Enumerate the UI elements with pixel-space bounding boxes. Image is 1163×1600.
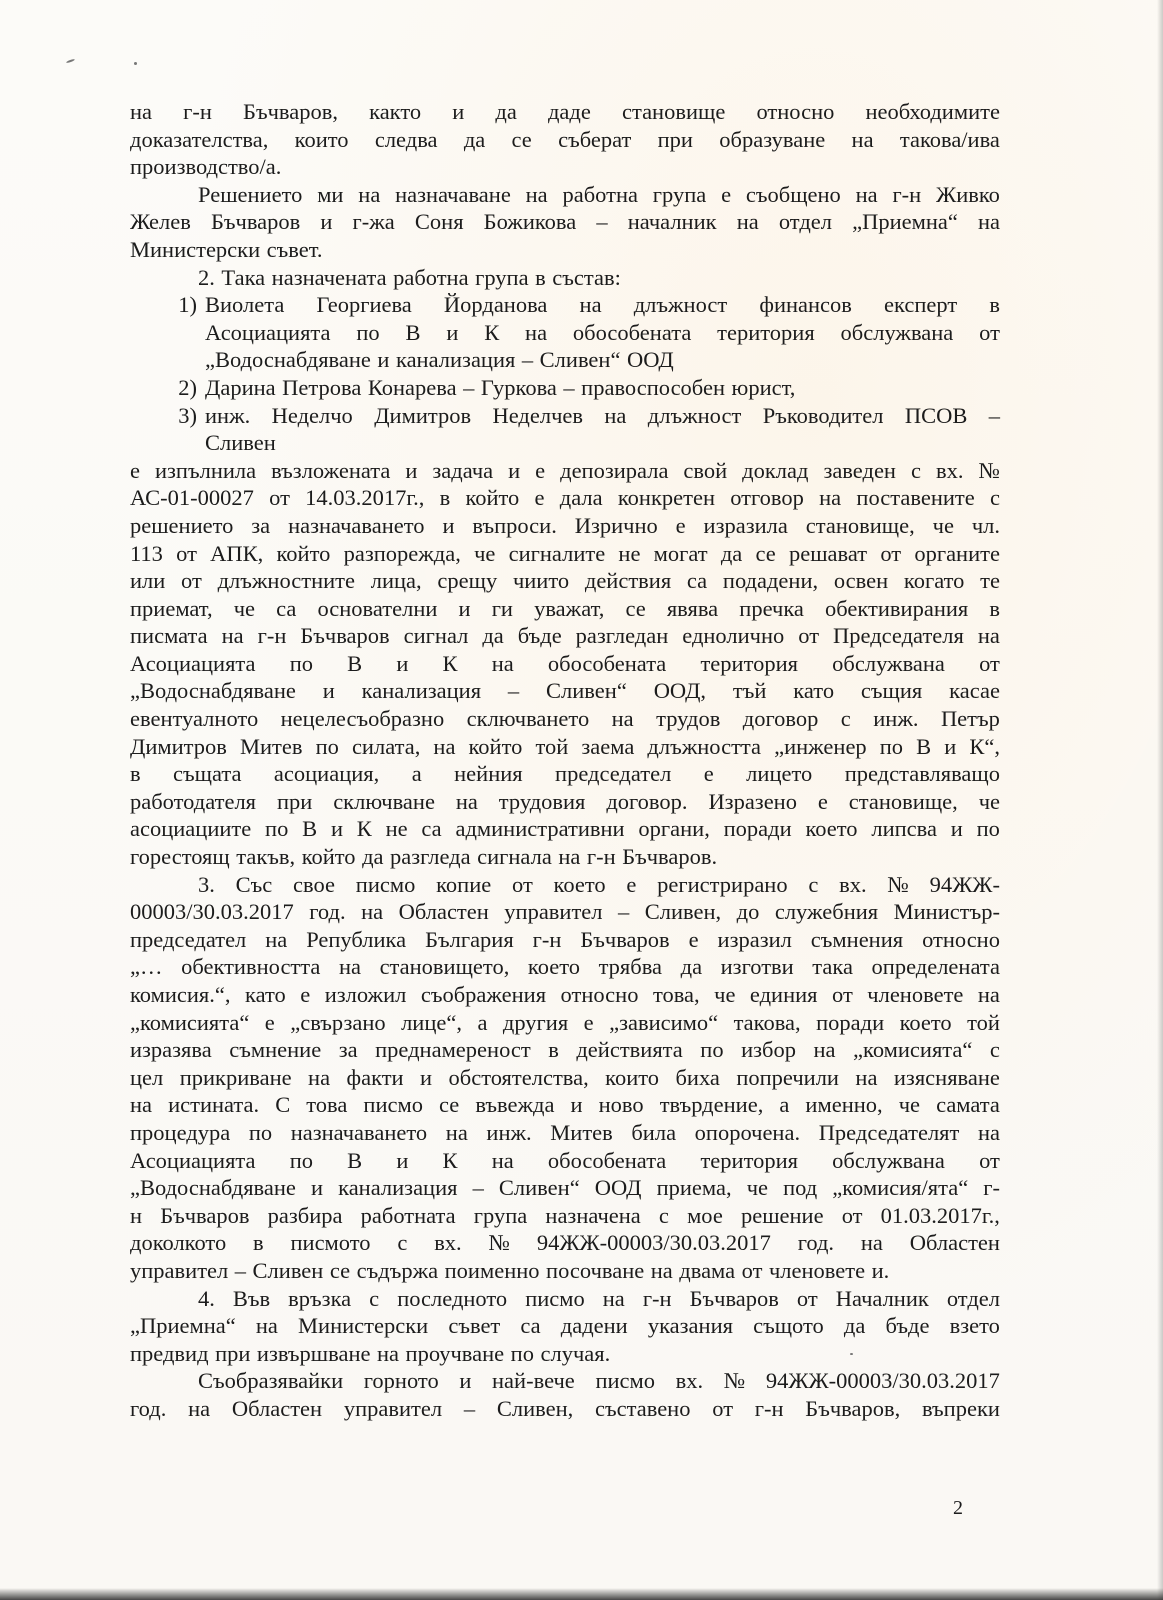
- text-line: Асоциацията по В и К на обособената територия обслужвана от: [130, 1147, 1000, 1173]
- text-line: председател на Република България г-н Бъчваров е изразил съмнения относно: [130, 926, 1000, 952]
- text-line: е изпълнила възложената и задача и е депозирала свой доклад заведен с вх. №: [130, 457, 1000, 483]
- text-line: асоциациите по В и К не са административни органи, поради което липсва и по: [130, 816, 1000, 842]
- text-line: АС-01-00027 от 14.03.2017г., в който е дала конкретен отговор на поставените с: [130, 485, 1000, 511]
- text-line: 113 от АПК, който разпорежда, че сигналите не могат да се решават от органите: [130, 540, 1000, 566]
- text-line: приемат, че са основателни и ги уважат, се явява пречка обективирания в: [130, 595, 1000, 621]
- text-line: Димитров Митев по силата, на който той заема длъжността „инженер по В и К“,: [130, 733, 1000, 759]
- text-line: Асоциацията по В и К на обособената територия обслужвана от: [205, 319, 1000, 345]
- text-line: на истината. С това писмо се въвежда и ново твърдение, а именно, че самата: [130, 1092, 1000, 1118]
- text-line: „Водоснабдяване и канализация – Сливен“ ООД приема, че под „комисия/ята“ г-: [130, 1175, 1000, 1201]
- text-line: „Водоснабдяване и канализация – Сливен“ ООД: [205, 347, 674, 373]
- list-item: [130, 374, 1000, 402]
- text-line: доказателства, които следва да се съберат при образуване на такова/ива: [130, 126, 1000, 152]
- scan-edge-bottom: [0, 1588, 1163, 1600]
- text-line: „Приемна“ на Министерски съвет са дадени указания същото да бъде взето: [130, 1313, 1000, 1339]
- document-body: [130, 98, 1000, 1423]
- text-line: решението за назначаването и въпроси. Изрично е изразила становище, че чл.: [130, 512, 1000, 538]
- text-line: предвид при извършване на проучване по случая.: [130, 1340, 611, 1366]
- list-item-text: [205, 374, 1000, 402]
- list-item-number: 3): [178, 402, 197, 428]
- text-line: Сливен: [205, 430, 276, 456]
- text-line: Асоциацията по В и К на обособената територия обслужвана от: [130, 650, 1000, 676]
- text-line: „Водоснабдяване и канализация – Сливен“ ООД, тъй като същия касае: [130, 678, 1000, 704]
- text-line: в същата асоциация, а нейния председател е лицето представляващо: [130, 761, 1000, 787]
- text-line: инж. Неделчо Димитров Неделчев на длъжност Ръководител ПСОВ –: [205, 402, 1000, 428]
- text-line: изразява съмнение за преднамереност в действията по избор на „комисията“ с: [130, 1037, 1000, 1063]
- list-item-number: 2): [178, 374, 197, 400]
- list-item-text: [205, 291, 1000, 374]
- text-line: комисия.“, като е изложил съображения относно това, че единия от членовете на: [130, 982, 1000, 1007]
- paragraph: [130, 98, 1000, 181]
- text-line: „… обективността на становището, което трябва да изготви така определената: [130, 954, 1000, 980]
- text-line: 4. Във връзка с последното писмо на г-н Бъчваров от Началник отдел: [198, 1285, 1000, 1311]
- text-line: процедура по назначаването на инж. Митев била опорочена. Председателят на: [130, 1119, 1000, 1145]
- numbered-list: [130, 291, 1000, 457]
- text-line: или от длъжностните лица, срещу чиито действия са подадени, освен когато те: [130, 568, 1000, 594]
- text-line: н Бъчваров разбира работната група назначена с мое решение от 01.03.2017г.,: [130, 1202, 1000, 1228]
- paragraph: [130, 457, 1000, 871]
- text-line: Желев Бъчваров и г-жа Соня Божикова – началник на отдел „Приемна“ на: [130, 209, 1000, 235]
- text-line: 2. Така назначената работна група в състав:: [198, 264, 621, 290]
- text-line: евентуалното нецелесъобразно сключването на трудов договор с инж. Петър: [130, 706, 1000, 732]
- list-item-number: 1): [178, 292, 197, 318]
- text-line: Решението ми на назначаване на работна група е съобщено на г-н Живко: [198, 181, 1000, 207]
- text-line: год. на Областен управител – Сливен, съставено от г-н Бъчваров, въпреки: [130, 1395, 1000, 1421]
- text-line: горестоящ такъв, който да разгледа сигнала на г-н Бъчваров.: [130, 844, 718, 870]
- text-line: управител – Сливен се съдържа поименно посочване на двама от членовете и.: [130, 1257, 890, 1283]
- scan-speck: [134, 62, 137, 65]
- text-line: производство/а.: [130, 154, 282, 180]
- text-line: писмата на г-н Бъчваров сигнал да бъде разгледан еднолично от Председателя на: [130, 623, 1000, 649]
- list-item-text: [205, 402, 1000, 457]
- text-line: работодателя при сключване на трудовия договор. Изразено е становище, че: [130, 788, 1000, 814]
- text-line: Виолета Георгиева Йорданова на длъжност финансов експерт в: [205, 292, 1000, 318]
- text-line: „комисията“ е „свързано лице“, а другия е „зависимо“ такова, поради което той: [130, 1009, 1000, 1035]
- text-line: доколкото в писмото с вх. № 94ЖЖ-00003/30.03.2017 год. на Областен: [130, 1230, 1000, 1256]
- text-line: Съобразявайки горното и най-вече писмо вх. № 94ЖЖ-00003/30.03.2017: [198, 1368, 1000, 1394]
- text-line: 00003/30.03.2017 год. на Областен управител – Сливен, до служебния Министър-: [130, 899, 1000, 925]
- paragraph: [130, 181, 1000, 264]
- paragraph: [130, 1285, 1000, 1368]
- text-line: 3. Със свое писмо копие от което е регистрирано с вх. № 94ЖЖ-: [198, 871, 1000, 897]
- text-line: на г-н Бъчваров, както и да даде становище относно необходимите: [130, 99, 1000, 124]
- page-number: 2: [953, 1497, 963, 1519]
- paragraph: [130, 264, 1000, 292]
- paragraph: [130, 871, 1000, 1285]
- text-line: Дарина Петрова Конарева – Гуркова – правоспособен юрист,: [205, 374, 796, 400]
- list-item: [130, 291, 1000, 374]
- text-line: цел прикриване на факти и обстоятелства, които биха попречили на изясняване: [130, 1064, 1000, 1090]
- scan-speck: [66, 59, 75, 64]
- list-item: [130, 402, 1000, 457]
- scan-edge-right: [1157, 0, 1163, 1600]
- paragraph: [130, 1367, 1000, 1422]
- text-line: Министерски съвет.: [130, 236, 323, 262]
